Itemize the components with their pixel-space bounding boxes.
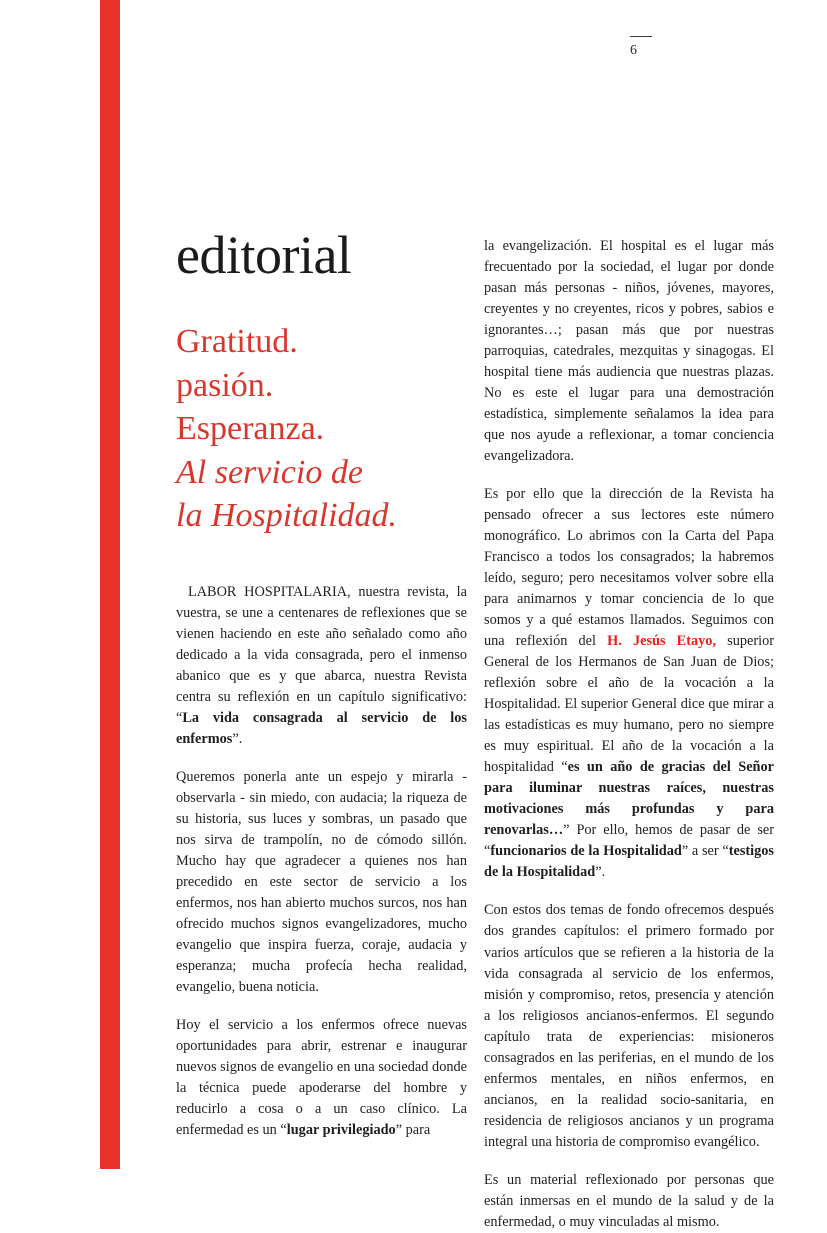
left-p1-bold-1: La vida consagrada al servicio de los enfermos <box>176 709 467 747</box>
right-p2-bold-2: funcionarios de la Hospitalidad <box>490 843 682 860</box>
left-p3-bold-1: lugar privilegiado <box>286 1121 396 1138</box>
headline <box>176 320 467 538</box>
folio-rule <box>630 36 652 37</box>
headline-line-3: Esperanza. <box>176 410 325 448</box>
left-column <box>176 225 467 1141</box>
right-p2-bold-1: es un año de gracias del Señor para iluminar nuestras raíces, nuestras motivaciones más profundas y para renovarlas… <box>484 759 774 839</box>
accent-vertical-bar <box>100 0 120 1169</box>
left-p3-text-2: ” para <box>395 1121 431 1138</box>
referenced-person-name: H. Jesús Etayo, <box>607 633 717 650</box>
page-title: editorial <box>176 225 352 285</box>
left-paragraph-2: Queremos ponerla ante un espejo y mirarla -observarla - sin miedo, con audacia; la riqueza de su historia, sus luces y sombras, un pasado que nos sirva de trampolín, no de cómodo sillón. Mucho hay que agradecer a quienes nos han precedido en este sector de servicio a los enfermos, nos han abierto muchos surcos, nos han ofrecido muchos signos evangelizadores, mucho evangelio que inspira fuerza, coraje, audacia y esperanza; mucha profecía hecha realidad, evangelio, buena noticia. <box>176 768 467 995</box>
right-p2-text-5: ”. <box>595 864 606 881</box>
left-paragraph-1 <box>176 582 467 750</box>
right-paragraph-3: Con estos dos temas de fondo ofrecemos después dos grandes capítulos: el primero formado por varios artículos que se refieren a la historia de la vida consagrada al servicio de los enfermos, misión y compromiso, retos, presencia y atención a los religiosos ancianos-enfermos. El segundo capítulo trata de experiencias: misioneros consagrados en las periferias, en el mundo de los enfermos mentales, en niños enfermos, en ancianos, en la realidad socio-sanitaria, en residencia de religiosos ancianos y un programa integral una historia de compromiso evangélico. <box>484 902 774 1150</box>
right-paragraph-4: Es un material reflexionado por personas que están inmersas en el mundo de la salud y de la enfermedad, o muy vinculadas al mismo. <box>484 1171 774 1230</box>
right-p2-text-2: superior General de los Hermanos de San Juan de Dios; reflexión sobre el año de la vocación a la Hospitalidad. El superior General dice que mirar a las estadísticas es muy humano, pero no siempre es muy espiritual. El año de la vocación a la hospitalidad “ <box>484 633 775 776</box>
right-paragraph-2 <box>484 484 774 883</box>
right-p2-text-4: ” a ser “ <box>681 843 729 860</box>
right-column <box>484 236 774 1233</box>
headline-line-2: pasión. <box>176 366 274 404</box>
right-p2-bold-3: testigos de la Hospitalidad <box>484 843 774 881</box>
headline-line-5: la Hospitalidad. <box>176 497 398 535</box>
page-number: 6 <box>630 43 638 58</box>
right-p2-text-3: ” Por ello, hemos de pasar de ser “ <box>484 822 774 860</box>
left-p3-text-1: Hoy el servicio a los enfermos ofrece nuevas oportunidades para abrir, estrenar e inaugurar nuevos signos de evangelio en una sociedad donde la técnica puede apoderarse del hombre y reducirlo a cosa o a un caso clínico. La enfermedad es un “ <box>176 1016 467 1138</box>
right-p2-text-1: Es por ello que la dirección de la Revista ha pensado ofrecer a sus lectores este número monográfico. Lo abrimos con la Carta del Papa Francisco a todos los consagrados; la habremos leído, seguro; pero necesitamos volver sobre ella para animarnos y tomar conciencia de lo que somos y a qué estamos llamados. Seguimos con una reflexión del <box>484 486 774 650</box>
left-p1-text-1: LABOR HOSPITALARIA, nuestra revista, la vuestra, se une a centenares de reflexiones que se vienen haciendo en este año señalado como año dedicado a la vida consagrada, pero el inmenso abanico que es y que abarca, nuestra Revista centra su reflexión en un capítulo significativo: “ <box>176 583 467 726</box>
headline-block <box>176 320 467 538</box>
left-p1-text-2: ”. <box>232 730 243 747</box>
right-paragraph-1: la evangelización. El hospital es el lugar más frecuentado por la sociedad, el lugar por donde pasan más personas - niños, jóvenes, mayores, creyentes y no creyentes, ricos y pobres, sabios e ignorantes…; pasan más que por nuestras parroquias, catedrales, mezquitas y sinagogas. El hospital tiene más audiencia que nuestras plazas. No es este el lugar para una demostración estadística, simplemente señalamos la idea para que nos ayude a reflexionar, a tomar conciencia evangelizadora. <box>484 238 774 465</box>
headline-line-4: Al servicio de <box>176 453 363 491</box>
headline-line-1: Gratitud. <box>176 323 298 360</box>
page-folio <box>630 36 690 58</box>
left-paragraph-3 <box>176 1015 467 1141</box>
